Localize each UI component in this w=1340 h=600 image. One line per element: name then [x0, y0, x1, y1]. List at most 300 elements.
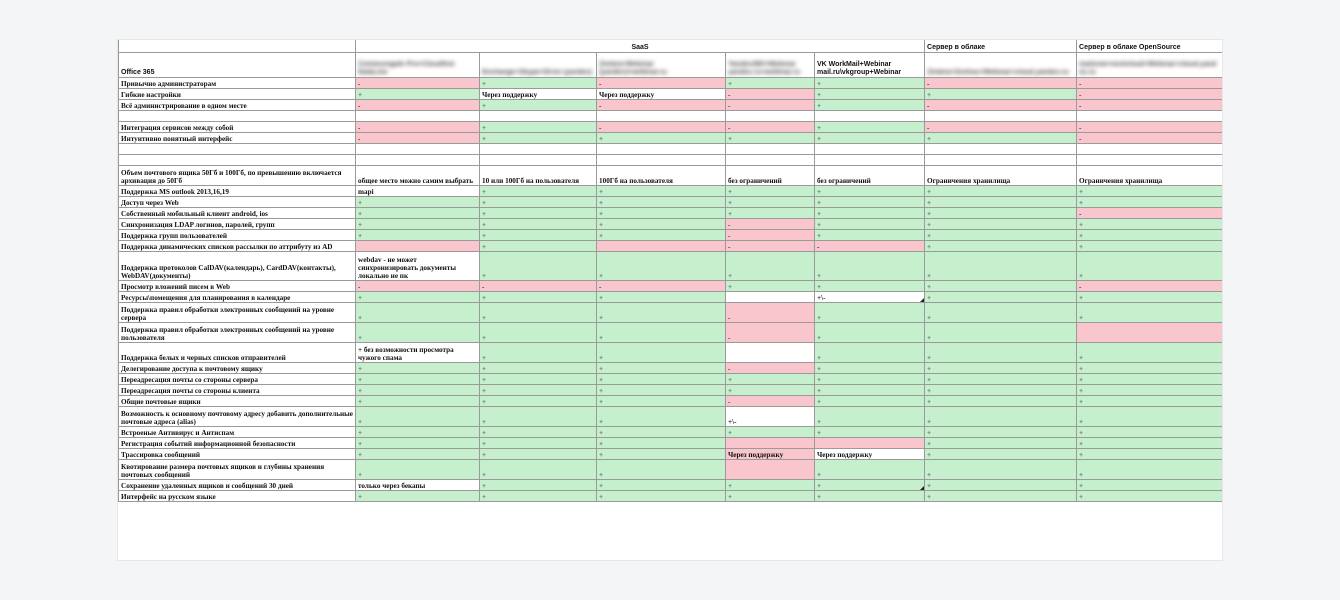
product-header-1[interactable]	[356, 53, 480, 78]
table-row	[119, 323, 1223, 343]
table-cell[interactable]	[815, 438, 925, 449]
table-cell[interactable]: -	[726, 241, 815, 252]
table-cell[interactable]: +	[597, 292, 726, 303]
row-label[interactable]: Возможность к основному почтовому адресу добавить дополнительные почтовые адреса (alias)	[119, 407, 356, 427]
table-cell[interactable]: +	[356, 385, 480, 396]
product-header-3[interactable]	[597, 53, 726, 78]
table-cell[interactable]: +	[597, 230, 726, 241]
table-cell[interactable]: + без возможности просмотра чужого спама	[356, 343, 480, 363]
table-cell[interactable]	[726, 438, 815, 449]
table-cell[interactable]: +	[480, 460, 597, 480]
row-label[interactable]: Квотирование размера почтовых ящиков и глубины хранения почтовых сообщений	[119, 460, 356, 480]
table-cell[interactable]: +	[480, 374, 597, 385]
row-label[interactable]: Сохранение удаленных ящиков и сообщений 30 дней	[119, 480, 356, 491]
table-cell[interactable]: +	[925, 252, 1077, 281]
table-cell[interactable]: -	[597, 281, 726, 292]
group-header-saas: SaaS	[356, 40, 925, 53]
table-cell[interactable]: +	[480, 438, 597, 449]
table-cell[interactable]: +	[815, 460, 925, 480]
table-cell[interactable]: +	[597, 374, 726, 385]
table-cell[interactable]: +	[1077, 491, 1222, 502]
table-cell[interactable]: +	[1077, 480, 1222, 491]
table-row	[119, 252, 1223, 281]
table-cell[interactable]: +	[597, 449, 726, 460]
table-cell[interactable]: +	[480, 100, 597, 111]
table-cell[interactable]: -	[726, 363, 815, 374]
table-row	[119, 491, 1223, 502]
table-cell[interactable]: -	[597, 78, 726, 89]
table-cell[interactable]: без ограничений	[726, 166, 815, 186]
table-row	[119, 363, 1223, 374]
table-cell[interactable]: +	[925, 343, 1077, 363]
table-cell[interactable]: +	[1077, 186, 1222, 197]
table-cell[interactable]: +	[815, 197, 925, 208]
table-cell[interactable]: -	[925, 100, 1077, 111]
table-cell[interactable]	[1077, 111, 1222, 122]
table-cell[interactable]: +	[815, 427, 925, 438]
table-cell[interactable]	[356, 111, 480, 122]
table-cell[interactable]: -	[726, 122, 815, 133]
table-cell[interactable]: -	[1077, 208, 1222, 219]
table-cell[interactable]: -	[597, 100, 726, 111]
row-label[interactable]: Просмотр вложений писем в Web	[119, 281, 356, 292]
table-row	[119, 144, 1223, 155]
table-cell[interactable]: +	[356, 230, 480, 241]
table-cell[interactable]: -	[1077, 89, 1222, 100]
table-cell[interactable]: +	[925, 385, 1077, 396]
table-row	[119, 385, 1223, 396]
table-cell[interactable]: +	[356, 427, 480, 438]
table-row	[119, 100, 1223, 111]
table-cell[interactable]: +	[597, 363, 726, 374]
table-cell[interactable]: +	[356, 303, 480, 323]
row-label[interactable]: Поддержка правил обработки электронных сообщений на уровне пользователя	[119, 323, 356, 343]
table-cell[interactable]	[726, 144, 815, 155]
row-label[interactable]: Ресурсы\помещения для планирования в календаре	[119, 292, 356, 303]
product-header-2[interactable]	[480, 53, 597, 78]
table-row	[119, 89, 1223, 100]
table-cell[interactable]: +	[597, 197, 726, 208]
table-cell[interactable]: +	[1077, 292, 1222, 303]
table-cell[interactable]	[815, 144, 925, 155]
table-cell[interactable]: -	[1077, 133, 1222, 144]
table-cell[interactable]: +	[925, 89, 1077, 100]
row-label[interactable]: Поддержка белых и черных списков отправителей	[119, 343, 356, 363]
row-label[interactable]: Переадресация почты со стороны сервера	[119, 374, 356, 385]
table-cell[interactable]	[726, 292, 815, 303]
table-cell[interactable]	[1077, 144, 1222, 155]
table-cell[interactable]: +	[597, 186, 726, 197]
table-cell[interactable]: +	[815, 374, 925, 385]
table-row	[119, 78, 1223, 89]
table-cell[interactable]: +	[726, 133, 815, 144]
row-label[interactable]	[119, 111, 356, 122]
table-cell[interactable]: +	[480, 230, 597, 241]
table-cell[interactable]: +	[597, 219, 726, 230]
table-cell[interactable]: +	[815, 78, 925, 89]
table-cell[interactable]: +	[815, 343, 925, 363]
table-cell[interactable]: +	[480, 208, 597, 219]
table-cell[interactable]: +	[815, 100, 925, 111]
table-row	[119, 166, 1223, 186]
table-row	[119, 155, 1223, 166]
table-cell[interactable]: +	[925, 303, 1077, 323]
table-cell[interactable]: +	[925, 281, 1077, 292]
table-cell[interactable]: +	[1077, 407, 1222, 427]
row-label[interactable]	[119, 144, 356, 155]
table-cell[interactable]: +	[815, 252, 925, 281]
table-cell[interactable]: +	[726, 252, 815, 281]
table-cell[interactable]: +	[815, 122, 925, 133]
product-header-row	[119, 53, 1223, 78]
table-cell[interactable]	[925, 111, 1077, 122]
row-label[interactable]: Поддержка правил обработки электронных сообщений на уровне сервера	[119, 303, 356, 323]
table-row	[119, 122, 1223, 133]
table-cell[interactable]	[726, 343, 815, 363]
table-cell[interactable]	[597, 155, 726, 166]
table-cell[interactable]	[480, 111, 597, 122]
table-cell[interactable]: -	[726, 323, 815, 343]
table-cell[interactable]: +	[815, 323, 925, 343]
product-header-6[interactable]	[925, 53, 1077, 78]
table-cell[interactable]: +	[1077, 438, 1222, 449]
table-cell[interactable]: -	[815, 241, 925, 252]
table-cell[interactable]: +	[726, 186, 815, 197]
table-cell[interactable]: +	[480, 292, 597, 303]
table-cell[interactable]: +	[815, 186, 925, 197]
table-row	[119, 186, 1223, 197]
row-label[interactable]: Гибкие настройки	[119, 89, 356, 100]
table-cell[interactable]: -	[480, 281, 597, 292]
table-cell[interactable]: +	[356, 208, 480, 219]
table-cell[interactable]: +	[597, 427, 726, 438]
table-cell[interactable]: +	[597, 396, 726, 407]
table-cell[interactable]: +	[597, 133, 726, 144]
product-name: Office 365	[121, 69, 155, 76]
table-cell[interactable]: +	[925, 427, 1077, 438]
table-cell[interactable]: -	[356, 100, 480, 111]
table-cell[interactable]: +	[815, 303, 925, 323]
table-cell[interactable]: +	[726, 281, 815, 292]
table-cell[interactable]: +	[480, 343, 597, 363]
table-cell[interactable]: +	[480, 186, 597, 197]
table-cell[interactable]: +	[726, 197, 815, 208]
table-cell[interactable]: +	[356, 449, 480, 460]
table-cell[interactable]: +	[1077, 252, 1222, 281]
table-cell[interactable]	[726, 111, 815, 122]
table-cell[interactable]: +	[480, 480, 597, 491]
product-header-0[interactable]	[119, 53, 356, 78]
table-cell[interactable]: +	[925, 396, 1077, 407]
table-row	[119, 230, 1223, 241]
table-cell[interactable]: +	[480, 396, 597, 407]
table-cell[interactable]: +	[815, 363, 925, 374]
table-row	[119, 111, 1223, 122]
table-cell[interactable]: +	[480, 449, 597, 460]
table-cell[interactable]: +	[1077, 449, 1222, 460]
table-cell[interactable]: +	[1077, 197, 1222, 208]
row-label[interactable]: Встроеные Антивирус и Антиспам	[119, 427, 356, 438]
table-cell[interactable]: +	[356, 396, 480, 407]
table-row	[119, 460, 1223, 480]
row-label[interactable]	[119, 155, 356, 166]
table-cell[interactable]: +	[480, 219, 597, 230]
table-cell[interactable]: +	[356, 197, 480, 208]
table-cell[interactable]: +	[726, 480, 815, 491]
table-row	[119, 374, 1223, 385]
table-row	[119, 281, 1223, 292]
row-label[interactable]: Переадресация почты со стороны клиента	[119, 385, 356, 396]
table-cell[interactable]: +	[1077, 230, 1222, 241]
table-cell[interactable]: +	[925, 374, 1077, 385]
table-cell[interactable]	[480, 144, 597, 155]
table-cell[interactable]: -	[726, 219, 815, 230]
table-cell[interactable]: Через поддержку	[726, 449, 815, 460]
comparison-table	[118, 40, 1222, 502]
table-cell[interactable]: +	[925, 363, 1077, 374]
table-cell[interactable]: +	[726, 78, 815, 89]
row-label[interactable]: Привычно администраторам	[119, 78, 356, 89]
group-header-opensource: Сервер в облаке OpenSource	[1077, 40, 1222, 53]
row-label[interactable]: Интуитивно понятный интерфейс	[119, 133, 356, 144]
table-cell[interactable]: +	[480, 363, 597, 374]
table-cell[interactable]: -	[1077, 122, 1222, 133]
group-header-cloud: Сервер в облаке	[925, 40, 1077, 53]
table-cell[interactable]: +	[925, 208, 1077, 219]
table-cell[interactable]: +	[356, 460, 480, 480]
table-cell[interactable]: +	[925, 230, 1077, 241]
table-cell[interactable]: +	[1077, 385, 1222, 396]
table-cell[interactable]	[726, 155, 815, 166]
table-row	[119, 241, 1223, 252]
table-cell[interactable]: +\-	[726, 407, 815, 427]
table-cell[interactable]: +	[925, 241, 1077, 252]
row-label[interactable]: Объем почтового ящика 50Гб и 100Гб, по превышению включается архивация до 50Гб	[119, 166, 356, 186]
table-cell[interactable]: Через поддержку	[597, 89, 726, 100]
table-cell[interactable]: +	[726, 208, 815, 219]
table-cell[interactable]: +	[597, 208, 726, 219]
row-label[interactable]: Трассировка сообщений	[119, 449, 356, 460]
table-row	[119, 343, 1223, 363]
table-cell[interactable]: +	[597, 323, 726, 343]
table-cell[interactable]: +	[356, 407, 480, 427]
table-cell[interactable]: +	[480, 407, 597, 427]
table-cell[interactable]: +	[925, 438, 1077, 449]
table-cell[interactable]: +	[1077, 303, 1222, 323]
table-cell[interactable]: -	[1077, 281, 1222, 292]
table-cell[interactable]: 100Гб на пользователя	[597, 166, 726, 186]
table-cell[interactable]	[356, 144, 480, 155]
row-label[interactable]: Всё администрирование в одном месте	[119, 100, 356, 111]
table-cell[interactable]: +	[815, 89, 925, 100]
table-cell[interactable]: +	[356, 363, 480, 374]
table-cell[interactable]: +	[815, 133, 925, 144]
row-label[interactable]: Доступ через Web	[119, 197, 356, 208]
table-cell[interactable]: +	[480, 427, 597, 438]
row-label[interactable]: Поддержка динамических списков рассылки по аттрибуту из AD	[119, 241, 356, 252]
table-cell[interactable]: без ограничений	[815, 166, 925, 186]
table-cell[interactable]: -	[356, 122, 480, 133]
table-cell[interactable]: +	[597, 491, 726, 502]
table-cell[interactable]: +	[726, 491, 815, 502]
table-row	[119, 197, 1223, 208]
table-cell[interactable]: +	[1077, 396, 1222, 407]
table-cell[interactable]: +	[815, 480, 925, 491]
table-cell[interactable]: +	[356, 323, 480, 343]
product-name: Zimbra+Zextras+Webinar+cloud.yandex.ru	[927, 69, 1069, 76]
table-cell[interactable]: -	[597, 122, 726, 133]
table-cell[interactable]	[925, 155, 1077, 166]
table-cell[interactable]: -	[1077, 78, 1222, 89]
table-cell[interactable]	[925, 144, 1077, 155]
table-cell[interactable]: +	[925, 407, 1077, 427]
table-cell[interactable]	[597, 241, 726, 252]
table-cell[interactable]: +	[597, 407, 726, 427]
table-cell[interactable]	[597, 111, 726, 122]
table-cell[interactable]: +	[925, 449, 1077, 460]
table-cell[interactable]: +	[1077, 427, 1222, 438]
table-cell[interactable]: +	[356, 438, 480, 449]
table-cell[interactable]: +	[925, 197, 1077, 208]
table-cell[interactable]: +	[815, 491, 925, 502]
table-cell[interactable]: +\-	[815, 292, 925, 303]
table-cell[interactable]: -	[356, 281, 480, 292]
table-cell[interactable]: -	[925, 122, 1077, 133]
table-cell[interactable]: +	[1077, 363, 1222, 374]
table-cell[interactable]: +	[925, 323, 1077, 343]
table-cell[interactable]: +	[597, 385, 726, 396]
table-cell[interactable]: +	[726, 385, 815, 396]
table-cell[interactable]: +	[597, 343, 726, 363]
table-row	[119, 480, 1223, 491]
table-cell[interactable]: +	[925, 480, 1077, 491]
table-cell[interactable]: +	[1077, 460, 1222, 480]
row-label[interactable]: Интеграция сервисов между собой	[119, 122, 356, 133]
table-cell[interactable]: +	[597, 460, 726, 480]
table-cell[interactable]: -	[1077, 100, 1222, 111]
table-cell[interactable]	[480, 155, 597, 166]
table-cell[interactable]: общее место можно самим выбрать	[356, 166, 480, 186]
table-cell[interactable]: +	[925, 219, 1077, 230]
table-cell[interactable]: +	[480, 241, 597, 252]
table-cell[interactable]: +	[356, 89, 480, 100]
table-cell[interactable]: +	[1077, 374, 1222, 385]
product-header-7[interactable]	[1077, 53, 1222, 78]
table-cell[interactable]: +	[726, 374, 815, 385]
table-cell[interactable]	[356, 241, 480, 252]
table-cell[interactable]: -	[726, 303, 815, 323]
table-cell[interactable]: -	[726, 396, 815, 407]
row-label[interactable]: Синхронизация LDAP логинов, паролей, групп	[119, 219, 356, 230]
row-label[interactable]: Поддержка MS outlook 2013,16,19	[119, 186, 356, 197]
table-row	[119, 133, 1223, 144]
row-label[interactable]: Делегирование доступа к почтовому ящику	[119, 363, 356, 374]
table-cell[interactable]: +	[480, 122, 597, 133]
table-cell[interactable]: +	[480, 197, 597, 208]
table-row	[119, 396, 1223, 407]
table-cell[interactable]: +	[356, 219, 480, 230]
table-cell[interactable]: +	[815, 407, 925, 427]
row-label[interactable]: Собственный мобильный клиент android, ios	[119, 208, 356, 219]
table-cell[interactable]	[815, 111, 925, 122]
table-cell[interactable]: +	[480, 303, 597, 323]
table-cell[interactable]: +	[925, 292, 1077, 303]
table-cell[interactable]: -	[726, 89, 815, 100]
table-cell[interactable]: +	[356, 292, 480, 303]
table-cell[interactable]: -	[925, 78, 1077, 89]
row-label[interactable]: Общие почтовые ящики	[119, 396, 356, 407]
table-row	[119, 407, 1223, 427]
table-cell[interactable]: +	[480, 385, 597, 396]
table-cell[interactable]: +	[815, 396, 925, 407]
table-cell[interactable]: +	[597, 480, 726, 491]
table-cell[interactable]: Через поддержку	[480, 89, 597, 100]
table-cell[interactable]: +	[597, 252, 726, 281]
product-header-5[interactable]	[815, 53, 925, 78]
table-cell[interactable]	[356, 155, 480, 166]
table-cell[interactable]	[1077, 323, 1222, 343]
table-cell[interactable]: -	[356, 78, 480, 89]
table-row	[119, 292, 1223, 303]
row-label[interactable]: Регистрация событий информационной безопасности	[119, 438, 356, 449]
table-cell[interactable]: +	[815, 385, 925, 396]
table-cell[interactable]: только через бекапы	[356, 480, 480, 491]
row-label[interactable]: Интерфейс на русском языке	[119, 491, 356, 502]
table-cell[interactable]: Через поддержку	[815, 449, 925, 460]
table-cell[interactable]: +	[480, 491, 597, 502]
table-cell[interactable]: +	[480, 78, 597, 89]
table-cell[interactable]: +	[925, 460, 1077, 480]
table-cell[interactable]	[597, 144, 726, 155]
table-cell[interactable]	[1077, 155, 1222, 166]
table-cell[interactable]: +	[356, 374, 480, 385]
product-header-4[interactable]	[726, 53, 815, 78]
table-cell[interactable]: webdav - не может синхронизировать документы локально не пк	[356, 252, 480, 281]
table-cell[interactable]: -	[356, 133, 480, 144]
table-row	[119, 303, 1223, 323]
row-label[interactable]: Поддержка протоколов CalDAV(календарь), CardDAV(контакты), WebDAV(документы)	[119, 252, 356, 281]
table-cell[interactable]	[726, 460, 815, 480]
table-cell[interactable]: +	[925, 186, 1077, 197]
table-cell[interactable]: -	[726, 100, 815, 111]
table-cell[interactable]: +	[815, 219, 925, 230]
table-cell[interactable]: +	[815, 230, 925, 241]
table-cell[interactable]: +	[480, 252, 597, 281]
table-cell[interactable]: +	[925, 133, 1077, 144]
table-cell[interactable]: 10 или 100Гб на пользователя	[480, 166, 597, 186]
table-cell[interactable]: +	[1077, 219, 1222, 230]
table-cell[interactable]: mapi	[356, 186, 480, 197]
table-cell[interactable]: Ограничения хранилища	[1077, 166, 1222, 186]
table-cell[interactable]: +	[815, 208, 925, 219]
table-cell[interactable]: +	[480, 133, 597, 144]
table-cell[interactable]: +	[356, 491, 480, 502]
table-cell[interactable]: +	[1077, 241, 1222, 252]
table-cell[interactable]: +	[925, 491, 1077, 502]
table-cell[interactable]: +	[1077, 343, 1222, 363]
table-cell[interactable]: +	[815, 281, 925, 292]
table-cell[interactable]	[815, 155, 925, 166]
row-label[interactable]: Поддержка групп пользователей	[119, 230, 356, 241]
table-cell[interactable]: -	[726, 230, 815, 241]
table-cell[interactable]: +	[480, 323, 597, 343]
product-name: Yandex360+Webinar yandex.ru+webinar.ru	[728, 61, 801, 76]
table-cell[interactable]: Ограничения хранилища	[925, 166, 1077, 186]
table-row	[119, 427, 1223, 438]
table-cell[interactable]: +	[597, 303, 726, 323]
table-cell[interactable]: +	[726, 427, 815, 438]
table-cell[interactable]: +	[597, 438, 726, 449]
